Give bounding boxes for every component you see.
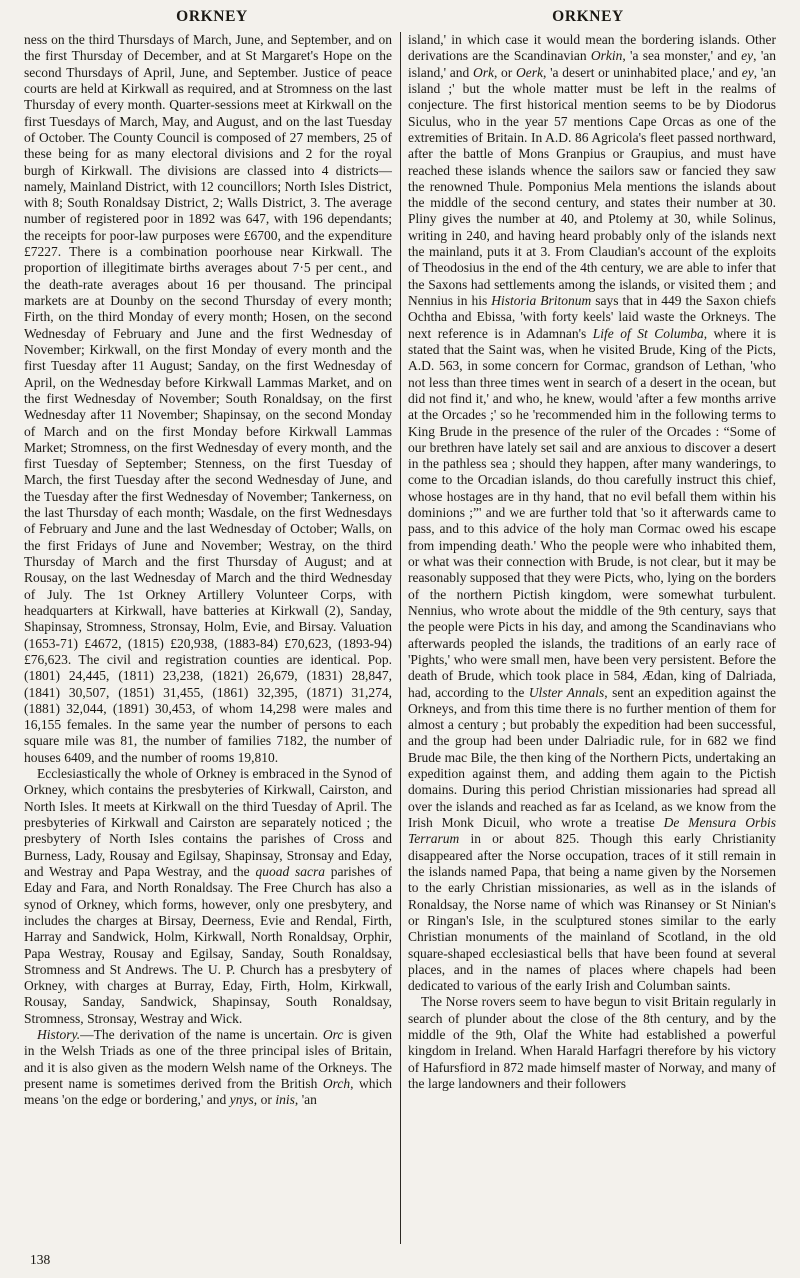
- right-column: [408, 32, 776, 1244]
- paragraph: The Norse rovers seem to have begun to visit Britain regularly in search of plunder about the close of the 8th century, and by the middle of the 9th, Olaf the White had established a powerful kingdom in Ireland. When Harald Harfagri therefore by his victory of Hafursfiord in 872 made himself master of Norway, and many of the large landowners and their followers: [408, 994, 776, 1091]
- running-head-right: ORKNEY: [552, 8, 624, 25]
- running-head-left: ORKNEY: [176, 8, 248, 25]
- running-head-left-wrap: [24, 8, 400, 26]
- paragraph: History.—The derivation of the name is uncertain. Orc is given in the Welsh Triads as one of the three principal isles of Britain, and it is also given as the modern Welsh name of the Orkneys. The present name is sometimes derived from the British Orch, which means 'on the edge or bordering,' and ynys, or inis, 'an: [24, 1027, 392, 1108]
- running-head-right-wrap: [400, 8, 776, 26]
- paragraph: island,' in which case it would mean the bordering islands. Other derivations are the Scandinavian Orkin, 'a sea monster,' and ey, 'an island,' and Ork, or Oerk, 'a desert or uninhabited place,' and ey, 'an island ;' but the whole matter must be left in the realms of conjecture. The first historical mention seems to be by Diodorus Siculus, who in the year 57 mentions Cape Orcas as one of the extremities of Britain. In A.D. 86 Agricola's fleet passed northward, after the battle of Mons Granpius or Graupius, and must have reached these islands whence the sailors saw or fancied they saw the renowned Thule. Pomponius Mela mentions the islands about the middle of the second century, and states their number at 30. Pliny gives the number at 40, and Ptolemy at 30, while Solinus, writing in 240, and having heard probably only of the islands next the mainland, puts it at 3. From Claudian's account of the exploits of Theodosius in the end of the 4th century, we are able to infer that the Saxons had settlements among the islands, or visited them ; and Nennius in his Historia Britonum says that in 449 the Saxon chiefs Ochtha and Ebissa, 'with forty keels' laid waste the Orkneys. The next reference is in Adamnan's Life of St Columba, where it is stated that the Saint was, when he visited Brude, King of the Picts, A.D. 563, in some concern for Cormac, grandson of Lethan, 'who not less than three times went in search of a desert in the ocean, but did not find it,' and who, he knew, would 'after a few months arrive at the Orcades ;' so he 'recommended him in the following terms to King Brude in the presence of the ruler of the Orcades : “Some of our brethren have lately set sail and are anxious to discover a desert in the pathless sea ; should they happen, after many wanderings, to come to the Orcadian islands, do thou carefully instruct this chief, whose hostages are in thy hand, that no evil befall them within his dominions ;”' and we are further told that 'so it afterwards came to pass, and to this advice of the holy man Cormac owed his escape from impending death.' Who the people were who inhabited them, or what was their connection with Brude, is not clear, but it may be reasonably supposed that they were Picts, who, lying on the borders of the northern Pictish kingdom, were somewhat turbulent. Nennius, who wrote about the middle of the 9th century, says that the people were Picts in his day, and among the Scandinavians who afterwards peopled the islands, the traditions of an early race of 'Pights,' who were small men, have been very persistent. Before the death of Brude, which took place in 584, Ædan, king of Dalriada, had, according to the Ulster Annals, sent an expedition against the Orkneys, and from this time there is no further mention of them for almost a century ; but probably the expedition had been successful, and the group had been under Dalriadic rule, for in 682 we find Brude mac Bile, the then king of the Northern Picts, undertaking an expedition against them, and adding them again to the Pictish domains. During this period Christian missionaries had spread all over the islands and reached as far as Iceland, as we know from the Irish Monk Dicuil, who wrote a treatise De Mensura Orbis Terrarum in or about 825. Though this early Christianity disappeared after the Norse occupation, traces of it still remain in the islands named Papa, that being a name given by the Norsemen to the early Christian missionaries, as well as in the islands of Ronaldsay, the Norse name of which was Rinansey or St Ninian's or Ringan's Isle, in the sculptured stones similar to the early Christian monuments of the mainland of Scotland, in the old square-shaped ecclesiastical bells that have been found at several places, and in the names of places where chapels had been dedicated to various of the early Irish and Columban saints.: [408, 32, 776, 994]
- text-block: [24, 32, 776, 1244]
- running-heads: [24, 8, 776, 26]
- paragraph: ness on the third Thursdays of March, June, and September, and on the first Thursday of December, and at St Margaret's Hope on the second Thursdays of April, June, and September. Justice of peace courts are held at Kirkwall as required, and at Stromness on the last Thursday of every month. Quarter-sessions meet at Kirkwall on the first Tuesdays of March, May, and August, and on the last Tuesday of October. The County Council is composed of 27 members, 25 of these being for as many electoral divisions and 2 for the royal burgh of Kirkwall. The divisions are classed into 4 districts—namely, Mainland District, with 12 councillors; North Isles District, with 8; South Ronaldsay District, 2; Walls District, 3. The average number of registered poor in 1892 was 647, with 196 dependants; the receipts for poor-law purposes were £6700, and the expenditure £7227. There is a combination poorhouse near Kirkwall. The proportion of illegitimate births averages about 7·5 per cent., and the death-rate averages about 16 per thousand. The principal markets are at Dounby on the second Thursday of every month; Firth, on the third Monday of every month; Hosen, on the second Wednesday of February and June and the first Wednesday of November; Kirkwall, on the first Monday of every month and the first Tuesday after 11 August; Sanday, on the first Wednesday of April, on the Wednesday before Kirkwall Lammas Market, and on the first Wednesday of November; South Ronaldsay, on the first Wednesday after 11 November; Shapinsay, on the second Monday of March and on the first Monday before Kirkwall Lammas Market; Stromness, on the first Wednesday of every month, and the first Tuesday of September; Stenness, on the first Tuesday of March, the first Tuesday after the second Wednesday of June, and the Tuesday after the first Wednesday of November; Tankerness, on the last Thursday of each month; Wasdale, on the first Wednesdays of February and June and the last Wednesday of October; Walls, on the first Fridays of June and November; Westray, on the third Thursday of March and the first Thursday of August; and at Rousay, on the last Wednesday of March and the third Wednesday of July. The 1st Orkney Artillery Volunteer Corps, with headquarters at Kirkwall, have batteries at Kirkwall (2), Sanday, Shapinsay, Stromness, Stronsay, Holm, Evie, and Birsay. Valuation (1653-71) £4672, (1815) £20,938, (1883-84) £70,623, (1893-94) £76,623. The civil and registration counties are identical. Pop. (1801) 24,445, (1811) 23,238, (1821) 26,679, (1831) 28,847, (1841) 30,507, (1851) 31,455, (1861) 32,395, (1871) 31,274, (1881) 32,044, (1891) 30,453, of whom 14,298 were males and 16,155 females. In the same year the number of persons to each square mile was 81, the number of families 7182, the number of houses 6409, and the number of rooms 19,810.: [24, 32, 392, 765]
- page-number: 138: [30, 1252, 51, 1267]
- left-column: [24, 32, 392, 1244]
- column-divider: [400, 32, 401, 1244]
- paragraph: Ecclesiastically the whole of Orkney is embraced in the Synod of Orkney, which contains the presbyteries of Kirkwall, Cairston, and North Isles. It meets at Kirkwall on the third Tuesday of April. The presbyteries of Kirkwall and Cairston are separately noticed ; the presbytery of North Isles contains the parishes of Cross and Burness, Lady, Rousay and Egilsay, Shapinsay, Stronsay and Eday, and Westray and Papa Westray, and the quoad sacra parishes of Eday and Fara, and North Ronaldsay. The Free Church has also a synod of Orkney, which forms, however, only one presbytery, and includes the charges at Birsay, Deerness, Evie and Rendal, Firth, Harray and Sandwick, Holm, Kirkwall, North Ronaldsay, Orphir, Papa Westray, Rousay and Egilsay, Sanday, South Ronaldsay, Stromness and St Andrews. The U. P. Church has a presbytery of Orkney, with charges at Burray, Eday, Firth, Holm, Kirkwall, Rousay, Sanday, Sandwick, Shapinsay, South Ronaldsay, Stromness, Stronsay, Westray and Wick.: [24, 766, 392, 1026]
